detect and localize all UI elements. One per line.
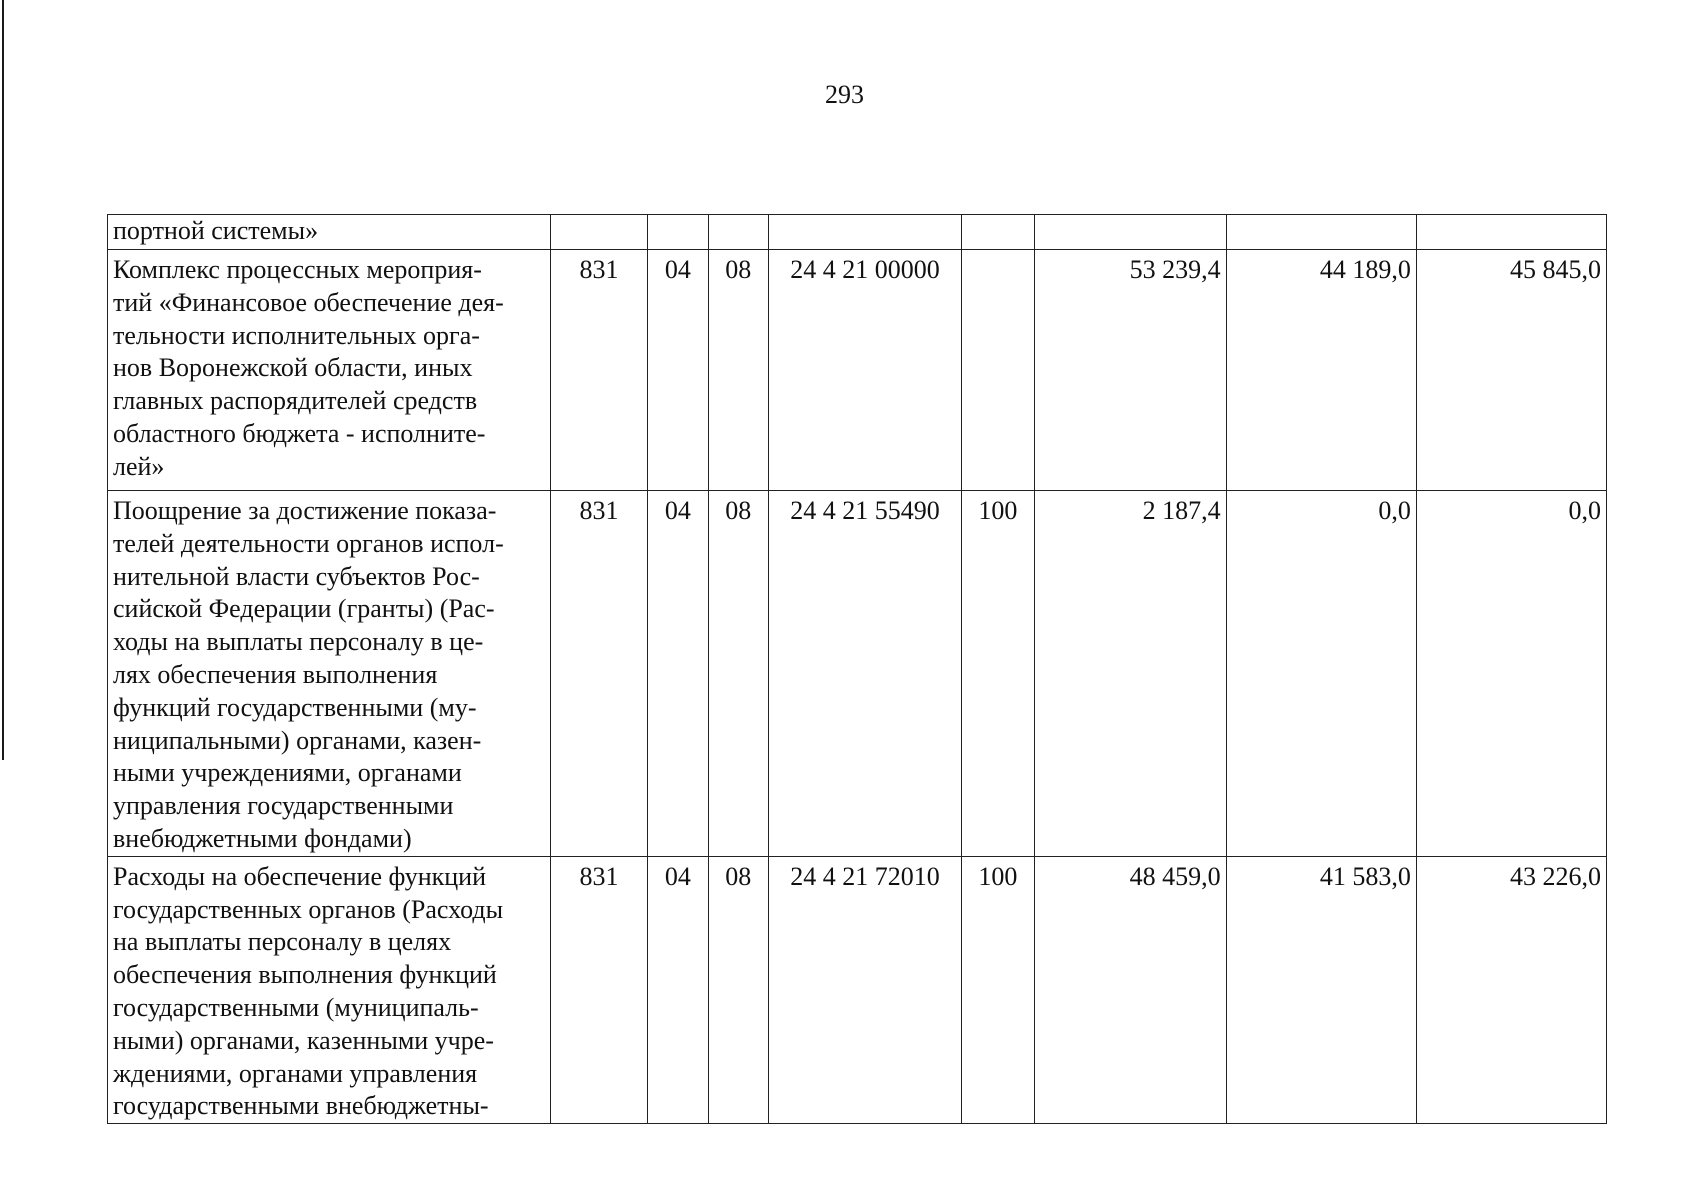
- amount-year-1: 48 459,0: [1034, 856, 1226, 1123]
- table-row: [108, 215, 1607, 250]
- budget-table: [107, 214, 1607, 1124]
- table-row: [108, 856, 1607, 1123]
- amount-year-3: 0,0: [1416, 491, 1606, 857]
- expense-type: 100: [962, 856, 1034, 1123]
- section-code: [648, 215, 708, 250]
- expense-type: [962, 215, 1034, 250]
- subsection-code: 08: [708, 856, 768, 1123]
- amount-year-3: 45 845,0: [1416, 250, 1606, 491]
- amount-year-1: [1034, 215, 1226, 250]
- admin-code: 831: [550, 856, 648, 1123]
- subsection-code: 08: [708, 250, 768, 491]
- target-article: 24 4 21 00000: [768, 250, 961, 491]
- scan-edge-line: [2, 0, 4, 760]
- admin-code: [550, 215, 648, 250]
- row-name: Комплекс процессных мероприя- тий «Финансовое обеспечение дея- тельности исполнительных орга- нов Воронежской области, иных главных распорядителей средств областного бюджета - исполните- лей»: [108, 250, 551, 491]
- expense-type: [962, 250, 1034, 491]
- table-row: [108, 250, 1607, 491]
- amount-year-1: 2 187,4: [1034, 491, 1226, 857]
- table-row: [108, 491, 1607, 857]
- subsection-code: 08: [708, 491, 768, 857]
- section-code: 04: [648, 491, 708, 857]
- amount-year-2: [1226, 215, 1416, 250]
- expense-type: 100: [962, 491, 1034, 857]
- amount-year-3: 43 226,0: [1416, 856, 1606, 1123]
- admin-code: 831: [550, 250, 648, 491]
- amount-year-2: 41 583,0: [1226, 856, 1416, 1123]
- target-article: [768, 215, 961, 250]
- subsection-code: [708, 215, 768, 250]
- row-name: Расходы на обеспечение функций государственных органов (Расходы на выплаты персоналу в целях обеспечения выполнения функций государственными (муниципаль- ными) органами, казенными учре- ждениями, органами управления государственными внебюджетны-: [108, 856, 551, 1123]
- row-name: портной системы»: [108, 215, 551, 250]
- row-name: Поощрение за достижение показа- телей деятельности органов испол- нительной власти субъектов Рос- сийской Федерации (гранты) (Рас- ходы на выплаты персоналу в це- лях обеспечения выполнения функций государственными (му- ниципальными) органами, казен- ными учреждениями, органами управления государственными внебюджетными фондами): [108, 491, 551, 857]
- amount-year-3: [1416, 215, 1606, 250]
- page-number: 293: [825, 80, 864, 109]
- target-article: 24 4 21 55490: [768, 491, 961, 857]
- amount-year-1: 53 239,4: [1034, 250, 1226, 491]
- admin-code: 831: [550, 491, 648, 857]
- target-article: 24 4 21 72010: [768, 856, 961, 1123]
- section-code: 04: [648, 856, 708, 1123]
- amount-year-2: 0,0: [1226, 491, 1416, 857]
- amount-year-2: 44 189,0: [1226, 250, 1416, 491]
- section-code: 04: [648, 250, 708, 491]
